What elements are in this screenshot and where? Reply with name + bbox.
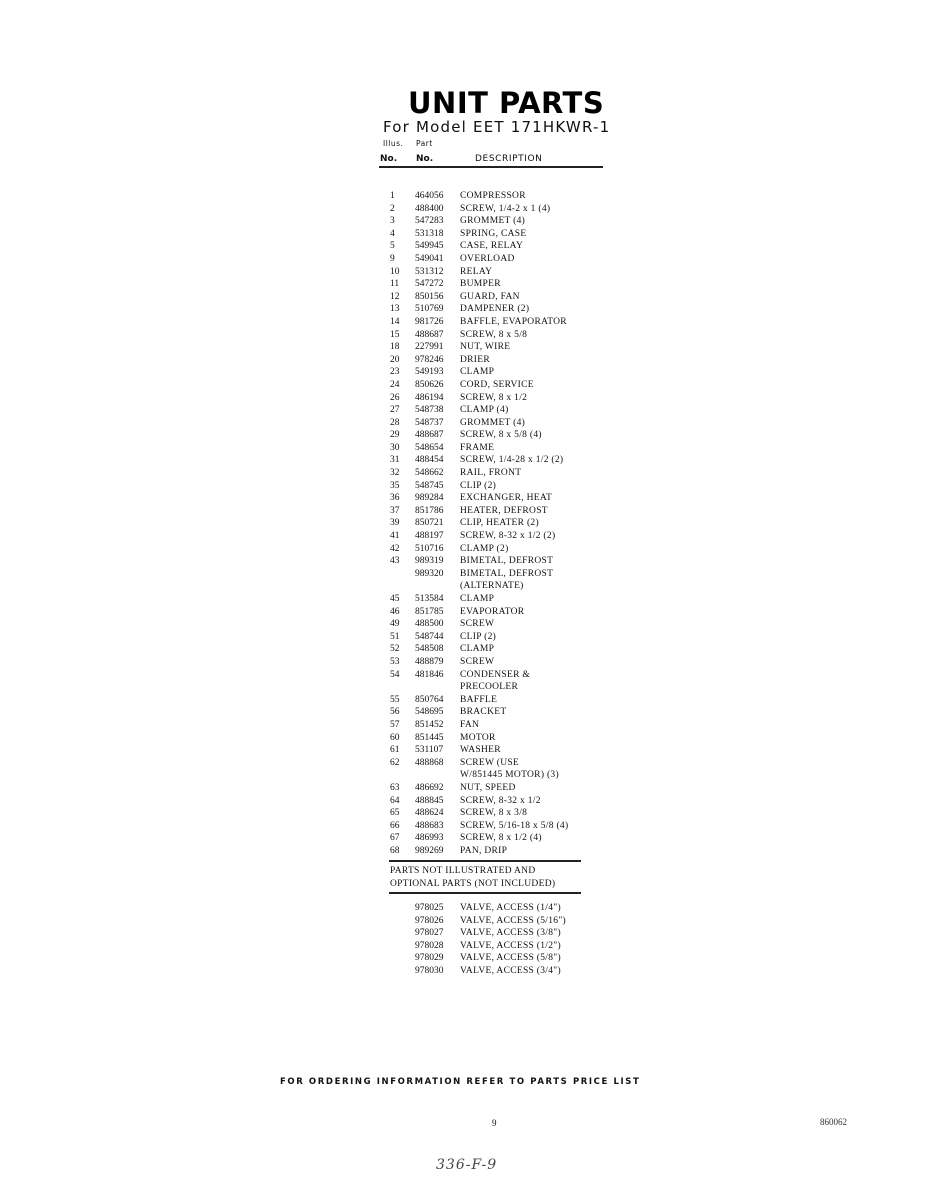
part-description: W/851445 MOTOR) (3) xyxy=(460,770,559,781)
parts-row xyxy=(390,795,620,808)
part-description: HEATER, DEFROST xyxy=(460,505,548,516)
part-description: NUT, WIRE xyxy=(460,342,511,353)
part-number: 531312 xyxy=(415,266,444,277)
part-description: NUT, SPEED xyxy=(460,782,516,793)
parts-row xyxy=(390,555,620,568)
parts-row xyxy=(390,404,620,417)
col-part-top: Part xyxy=(416,139,433,148)
illus-number: 35 xyxy=(390,480,400,491)
part-description: (ALTERNATE) xyxy=(460,581,524,592)
row-indent xyxy=(390,927,415,940)
optional-parts-row xyxy=(390,915,566,928)
part-number xyxy=(415,769,460,782)
parts-row xyxy=(390,480,620,493)
illus-number: 56 xyxy=(390,707,400,718)
part-number: 850156 xyxy=(415,291,444,302)
part-number: 978027 xyxy=(415,928,444,939)
illus-number: 49 xyxy=(390,619,400,630)
part-number xyxy=(415,681,460,694)
part-description: SCREW, 8 x 1/2 (4) xyxy=(460,833,542,844)
part-description: WASHER xyxy=(460,745,501,756)
part-description: SCREW, 1/4-28 x 1/2 (2) xyxy=(460,455,564,466)
illus-number: 63 xyxy=(390,782,400,793)
part-description: SCREW, 5/16-18 x 5/8 (4) xyxy=(460,820,569,831)
illus-number: 18 xyxy=(390,342,400,353)
optional-parts-row xyxy=(390,965,566,978)
illus-number: 41 xyxy=(390,531,400,542)
illus-number xyxy=(390,769,415,782)
part-number: 548738 xyxy=(415,405,444,416)
illus-number: 26 xyxy=(390,392,400,403)
part-number: 548508 xyxy=(415,644,444,655)
parts-row xyxy=(390,706,620,719)
parts-row xyxy=(390,530,620,543)
handwritten-note: 336-F-9 xyxy=(436,1157,498,1173)
illus-number: 28 xyxy=(390,417,400,428)
illus-number: 42 xyxy=(390,543,400,554)
col-part-no-header: No. xyxy=(416,154,434,164)
illus-number: 29 xyxy=(390,430,400,441)
parts-row xyxy=(390,303,620,316)
part-description: GUARD, FAN xyxy=(460,291,520,302)
document-code: 860062 xyxy=(820,1117,847,1127)
illus-number: 10 xyxy=(390,266,400,277)
part-number: 488454 xyxy=(415,455,444,466)
parts-row xyxy=(390,744,620,757)
part-description: SCREW xyxy=(460,656,495,667)
illus-number: 4 xyxy=(390,228,395,239)
part-number: 978025 xyxy=(415,903,444,913)
illus-number xyxy=(390,681,415,694)
part-number xyxy=(415,580,460,593)
part-description: SCREW, 8 x 3/8 xyxy=(460,808,528,819)
illus-number: 46 xyxy=(390,606,400,617)
part-description: BIMETAL, DEFROST xyxy=(460,556,554,567)
illus-number: 3 xyxy=(390,216,395,227)
part-number: 531318 xyxy=(415,228,444,239)
parts-row xyxy=(390,656,620,669)
parts-row xyxy=(390,203,620,216)
illus-number xyxy=(390,568,415,581)
part-description: VALVE, ACCESS (1/2") xyxy=(460,940,561,951)
part-number: 850721 xyxy=(415,518,444,529)
part-number: 488868 xyxy=(415,757,444,768)
part-number: 227991 xyxy=(415,342,444,353)
part-number: 978026 xyxy=(415,915,444,926)
parts-row xyxy=(390,492,620,505)
parts-row xyxy=(390,379,620,392)
parts-row xyxy=(390,354,620,367)
part-number: 547272 xyxy=(415,279,444,290)
parts-row xyxy=(390,543,620,556)
parts-row xyxy=(390,769,620,782)
illus-number: 11 xyxy=(390,279,400,290)
part-number: 850764 xyxy=(415,694,444,705)
illus-number: 5 xyxy=(390,241,395,252)
not-illustrated-line2: OPTIONAL PARTS (NOT INCLUDED) xyxy=(390,878,556,889)
part-description: BUMPER xyxy=(460,279,501,290)
parts-row xyxy=(390,253,620,266)
part-number: 486692 xyxy=(415,782,444,793)
parts-row xyxy=(390,820,620,833)
part-description: EVAPORATOR xyxy=(460,606,525,617)
parts-row xyxy=(390,681,620,694)
part-description: CLAMP (4) xyxy=(460,405,509,416)
part-description: GROMMET (4) xyxy=(460,216,526,227)
illus-number: 61 xyxy=(390,745,400,756)
parts-row xyxy=(390,291,620,304)
part-description: VALVE, ACCESS (5/8") xyxy=(460,953,561,964)
part-description: VALVE, ACCESS (3/4") xyxy=(460,965,561,976)
illus-number: 12 xyxy=(390,291,400,302)
parts-row xyxy=(390,719,620,732)
parts-row xyxy=(390,694,620,707)
parts-row xyxy=(390,442,620,455)
part-description: BIMETAL, DEFROST xyxy=(460,568,554,579)
part-description: CLIP (2) xyxy=(460,631,497,642)
parts-row xyxy=(390,807,620,820)
part-number: 548662 xyxy=(415,468,444,479)
parts-row xyxy=(390,190,620,203)
parts-row xyxy=(390,467,620,480)
part-description: OVERLOAD xyxy=(460,253,515,264)
parts-row xyxy=(390,757,620,770)
part-description: DAMPENER (2) xyxy=(460,304,530,315)
parts-row xyxy=(390,832,620,845)
not-illustrated-rule-bottom xyxy=(389,892,581,894)
part-description: CLAMP xyxy=(460,594,495,604)
illus-number: 54 xyxy=(390,669,400,680)
part-number: 488500 xyxy=(415,619,444,630)
illus-number: 52 xyxy=(390,644,400,655)
part-number: 488197 xyxy=(415,531,444,542)
illus-number: 37 xyxy=(390,505,400,516)
part-description: VALVE, ACCESS (5/16") xyxy=(460,915,566,926)
row-indent xyxy=(390,952,415,965)
parts-row xyxy=(390,429,620,442)
part-number: 481846 xyxy=(415,669,444,680)
part-description: PRECOOLER xyxy=(460,682,519,693)
optional-parts-row xyxy=(390,952,566,965)
row-indent xyxy=(390,965,415,978)
part-description: CLAMP (2) xyxy=(460,543,509,554)
parts-row xyxy=(390,517,620,530)
parts-row xyxy=(390,505,620,518)
part-description: SPRING, CASE xyxy=(460,228,527,239)
illus-number: 20 xyxy=(390,354,400,365)
part-number: 486993 xyxy=(415,833,444,844)
ordering-footer: FOR ORDERING INFORMATION REFER TO PARTS PRICE LIST xyxy=(280,1077,641,1087)
illus-number: 2 xyxy=(390,203,395,214)
part-description: SCREW xyxy=(460,619,495,630)
parts-row xyxy=(390,240,620,253)
part-description: CLIP (2) xyxy=(460,480,497,491)
parts-row xyxy=(390,266,620,279)
part-number: 488845 xyxy=(415,795,444,806)
illus-number: 39 xyxy=(390,518,400,529)
part-description: SCREW, 8-32 x 1/2 (2) xyxy=(460,531,556,542)
part-description: CONDENSER & xyxy=(460,669,531,680)
parts-row xyxy=(390,845,620,858)
part-description: FAN xyxy=(460,719,480,730)
part-number: 851452 xyxy=(415,719,444,730)
part-number: 989319 xyxy=(415,556,444,567)
part-description: SCREW (USE xyxy=(460,757,520,768)
part-description: BRACKET xyxy=(460,707,507,718)
part-description: DRIER xyxy=(460,354,490,365)
illus-number: 65 xyxy=(390,808,400,819)
part-description: SCREW, 8 x 5/8 xyxy=(460,329,528,340)
part-number: 547283 xyxy=(415,216,444,227)
illus-number: 45 xyxy=(390,594,400,604)
part-number: 488687 xyxy=(415,430,444,441)
row-indent xyxy=(390,915,415,928)
part-description: BAFFLE, EVAPORATOR xyxy=(460,316,567,327)
parts-row xyxy=(390,580,620,593)
part-number: 989269 xyxy=(415,845,444,856)
illus-number: 24 xyxy=(390,379,400,390)
part-number: 549193 xyxy=(415,367,444,378)
illus-number: 1 xyxy=(390,191,395,201)
illus-number: 67 xyxy=(390,833,400,844)
part-number: 510716 xyxy=(415,543,444,554)
part-description: CASE, RELAY xyxy=(460,241,524,252)
part-description: SCREW, 1/4-2 x 1 (4) xyxy=(460,203,551,214)
parts-row xyxy=(390,606,620,619)
illus-number: 64 xyxy=(390,795,400,806)
parts-row xyxy=(390,669,620,682)
parts-row xyxy=(390,215,620,228)
part-description: VALVE, ACCESS (1/4") xyxy=(460,903,561,913)
part-description: EXCHANGER, HEAT xyxy=(460,493,553,504)
illus-number: 30 xyxy=(390,442,400,453)
parts-row xyxy=(390,631,620,644)
part-number: 548745 xyxy=(415,480,444,491)
part-description: SCREW, 8 x 5/8 (4) xyxy=(460,430,542,441)
parts-row xyxy=(390,618,620,631)
part-description: CORD, SERVICE xyxy=(460,379,534,390)
part-number: 531107 xyxy=(415,745,444,756)
part-description: COMPRESSOR xyxy=(460,191,526,201)
row-indent xyxy=(390,902,415,915)
part-description: BAFFLE xyxy=(460,694,498,705)
part-number: 488624 xyxy=(415,808,444,819)
illus-number: 9 xyxy=(390,253,395,264)
part-number: 851786 xyxy=(415,505,444,516)
not-illustrated-note xyxy=(390,865,555,890)
part-description: PAN, DRIP xyxy=(460,845,508,856)
parts-row xyxy=(390,643,620,656)
illus-number: 60 xyxy=(390,732,400,743)
illus-number: 51 xyxy=(390,631,400,642)
optional-parts-row xyxy=(390,902,566,915)
part-number: 548744 xyxy=(415,631,444,642)
not-illustrated-line1: PARTS NOT ILLUSTRATED AND xyxy=(390,866,536,876)
parts-row xyxy=(390,454,620,467)
illus-number: 68 xyxy=(390,845,400,856)
col-description-header: DESCRIPTION xyxy=(475,154,543,164)
part-number: 513584 xyxy=(415,594,444,604)
optional-parts-row xyxy=(390,927,566,940)
page-number: 9 xyxy=(492,1118,497,1128)
part-number: 851785 xyxy=(415,606,444,617)
part-number: 488687 xyxy=(415,329,444,340)
part-number: 548695 xyxy=(415,707,444,718)
part-number: 549041 xyxy=(415,253,444,264)
part-number: 548737 xyxy=(415,417,444,428)
parts-row xyxy=(390,228,620,241)
illus-number: 31 xyxy=(390,455,400,466)
illus-number: 15 xyxy=(390,329,400,340)
parts-row xyxy=(390,593,620,606)
part-number: 488400 xyxy=(415,203,444,214)
part-number: 549945 xyxy=(415,241,444,252)
illus-number: 57 xyxy=(390,719,400,730)
part-number: 978030 xyxy=(415,965,444,976)
part-number: 548654 xyxy=(415,442,444,453)
part-number: 510769 xyxy=(415,304,444,315)
model-subtitle: For Model EET 171HKWR-1 xyxy=(383,118,611,136)
row-indent xyxy=(390,940,415,953)
illus-number: 32 xyxy=(390,468,400,479)
part-description: FRAME xyxy=(460,442,495,453)
parts-row xyxy=(390,392,620,405)
not-illustrated-rule-top xyxy=(389,860,581,862)
part-description: CLIP, HEATER (2) xyxy=(460,518,539,529)
part-number: 978246 xyxy=(415,354,444,365)
illus-number: 14 xyxy=(390,316,400,327)
part-description: MOTOR xyxy=(460,732,496,743)
illus-number: 23 xyxy=(390,367,400,378)
illus-number: 43 xyxy=(390,556,400,567)
part-number: 488879 xyxy=(415,656,444,667)
parts-row xyxy=(390,782,620,795)
optional-parts-list xyxy=(390,902,566,978)
header-rule xyxy=(379,166,603,168)
col-illus-top: Illus. xyxy=(383,139,404,148)
parts-row xyxy=(390,329,620,342)
part-number: 978028 xyxy=(415,940,444,951)
illus-number: 36 xyxy=(390,493,400,504)
page-title: UNIT PARTS xyxy=(408,86,605,120)
parts-row xyxy=(390,341,620,354)
part-number: 989320 xyxy=(415,568,444,579)
part-number: 989284 xyxy=(415,493,444,504)
parts-row xyxy=(390,366,620,379)
part-description: CLAMP xyxy=(460,367,495,378)
illus-number: 13 xyxy=(390,304,400,315)
part-description: GROMMET (4) xyxy=(460,417,526,428)
parts-row xyxy=(390,732,620,745)
part-number: 488683 xyxy=(415,820,444,831)
part-number: 486194 xyxy=(415,392,444,403)
part-description: RAIL, FRONT xyxy=(460,468,522,479)
optional-parts-row xyxy=(390,940,566,953)
part-description: RELAY xyxy=(460,266,493,277)
parts-row xyxy=(390,278,620,291)
illus-number: 55 xyxy=(390,694,400,705)
col-no-header: No. xyxy=(380,154,398,164)
illus-number: 62 xyxy=(390,757,400,768)
part-description: SCREW, 8-32 x 1/2 xyxy=(460,795,541,806)
part-number: 850626 xyxy=(415,379,444,390)
parts-row xyxy=(390,568,620,581)
illus-number: 53 xyxy=(390,656,400,667)
part-number: 978029 xyxy=(415,953,444,964)
part-number: 981726 xyxy=(415,316,444,327)
part-description: CLAMP xyxy=(460,644,495,655)
parts-row xyxy=(390,417,620,430)
illus-number: 27 xyxy=(390,405,400,416)
parts-list xyxy=(390,190,620,857)
part-description: VALVE, ACCESS (3/8") xyxy=(460,928,561,939)
part-number: 464056 xyxy=(415,191,444,201)
illus-number: 66 xyxy=(390,820,400,831)
illus-number xyxy=(390,580,415,593)
part-number: 851445 xyxy=(415,732,444,743)
parts-row xyxy=(390,316,620,329)
part-description: SCREW, 8 x 1/2 xyxy=(460,392,528,403)
